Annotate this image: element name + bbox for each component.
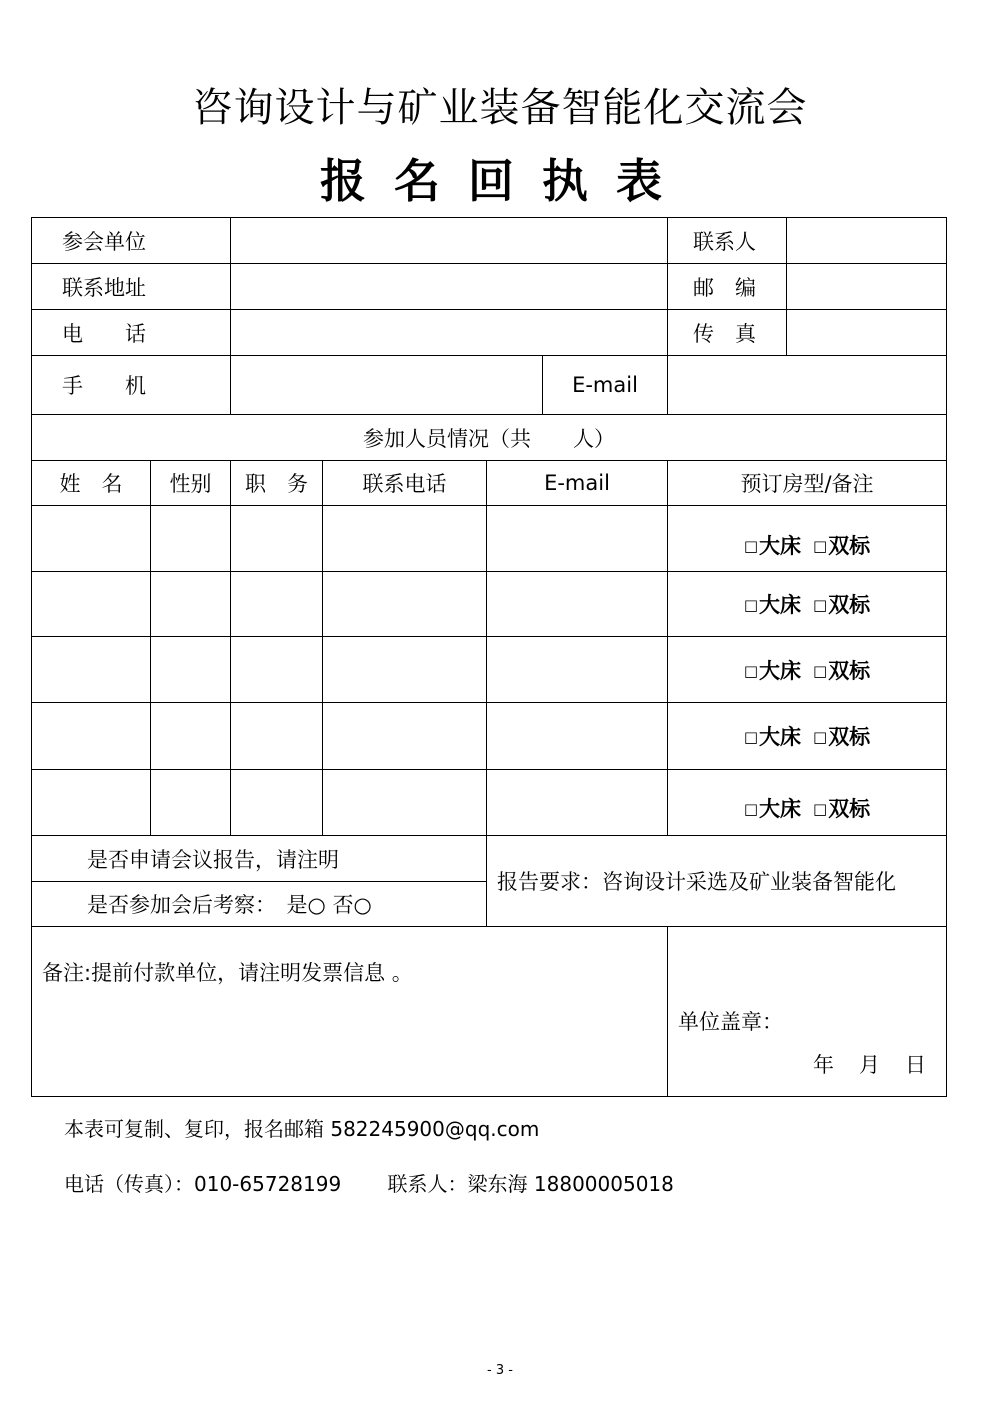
attendee-gender-cell[interactable]	[151, 703, 231, 770]
mobile-label: 手 机	[32, 356, 231, 415]
attendee-email-cell[interactable]	[487, 572, 668, 637]
seal-label: 单位盖章：	[678, 1010, 783, 1034]
attendee-phone-cell[interactable]	[323, 506, 487, 572]
double-bed-label: 大床	[759, 796, 801, 821]
address-field[interactable]	[231, 264, 668, 310]
attendee-email-cell[interactable]	[487, 703, 668, 770]
attendee-row	[32, 703, 947, 770]
unit-field[interactable]	[231, 218, 668, 264]
room-type-cell	[668, 506, 947, 572]
footer-copy-email-note: 本表可复制、复印，报名邮箱 582245900@qq.com	[64, 1117, 540, 1141]
phone-label: 电 话	[32, 310, 231, 356]
double-bed-checkbox[interactable]: □	[743, 799, 758, 818]
attendee-gender-cell[interactable]	[151, 637, 231, 703]
footer-contact-info: 电话（传真）：010-65728199 联系人：梁东海 18800005018	[64, 1172, 674, 1196]
seal-cell	[668, 927, 947, 1097]
form-subtitle: 报名回执表	[320, 154, 690, 208]
attendee-name-cell[interactable]	[32, 506, 151, 572]
email-field[interactable]	[668, 356, 947, 415]
attendee-row	[32, 506, 947, 572]
twin-room-checkbox[interactable]: □	[813, 799, 828, 818]
page-number: - 3 -	[487, 1363, 513, 1378]
attendee-name-cell[interactable]	[32, 637, 151, 703]
document-title: 咨询设计与矿业装备智能化交流会	[192, 85, 808, 131]
attendee-email-cell[interactable]	[487, 637, 668, 703]
date-label: 年 月 日	[813, 1053, 928, 1077]
double-bed-checkbox[interactable]: □	[743, 596, 758, 614]
report-requirement-text: 报告要求：咨询设计采选及矿业装备智能化	[487, 836, 947, 927]
attendee-position-cell[interactable]	[231, 637, 323, 703]
mobile-field[interactable]	[231, 356, 543, 415]
attendee-phone-cell[interactable]	[323, 637, 487, 703]
column-header-name: 姓 名	[32, 461, 151, 506]
room-type-cell	[668, 703, 947, 770]
double-bed-label: 大床	[759, 593, 801, 617]
attendee-name-cell[interactable]	[32, 770, 151, 836]
contact-person-field[interactable]	[787, 218, 947, 264]
report-request-question: 是否申请会议报告，请注明	[32, 836, 487, 882]
attendee-gender-cell[interactable]	[151, 506, 231, 572]
twin-room-checkbox[interactable]: □	[813, 596, 828, 614]
postcode-label: 邮 编	[668, 264, 787, 310]
unit-label: 参会单位	[32, 218, 231, 264]
double-bed-checkbox[interactable]: □	[743, 536, 758, 555]
fax-label: 传 真	[668, 310, 787, 356]
room-type-cell	[668, 572, 947, 637]
twin-room-label: 双标	[828, 658, 871, 683]
double-bed-checkbox[interactable]: □	[743, 728, 758, 746]
fax-field[interactable]	[787, 310, 947, 356]
room-type-cell	[668, 770, 947, 836]
double-bed-label: 大床	[759, 725, 801, 749]
attendee-gender-cell[interactable]	[151, 572, 231, 637]
attendee-phone-cell[interactable]	[323, 770, 487, 836]
twin-room-checkbox[interactable]: □	[813, 661, 828, 680]
contact-person-label: 联系人	[668, 218, 787, 264]
double-bed-checkbox[interactable]: □	[743, 661, 758, 680]
attendees-header: 参加人员情况（共 人）	[32, 415, 947, 461]
post-meeting-visit-question[interactable]: 是否参加会后考察： 是○ 否○	[32, 882, 487, 927]
column-header-room: 预订房型/备注	[668, 461, 947, 506]
column-header-phone: 联系电话	[323, 461, 487, 506]
column-header-gender: 性别	[151, 461, 231, 506]
remark-cell[interactable]	[32, 927, 668, 1097]
attendee-row	[32, 770, 947, 836]
room-type-cell	[668, 637, 947, 703]
attendee-email-cell[interactable]	[487, 506, 668, 572]
address-label: 联系地址	[32, 264, 231, 310]
email-label: E-mail	[543, 356, 668, 415]
double-bed-label: 大床	[759, 658, 801, 683]
twin-room-checkbox[interactable]: □	[813, 728, 828, 746]
phone-field[interactable]	[231, 310, 668, 356]
attendee-name-cell[interactable]	[32, 572, 151, 637]
column-header-position: 职 务	[231, 461, 323, 506]
attendee-gender-cell[interactable]	[151, 770, 231, 836]
attendee-row	[32, 637, 947, 703]
twin-room-label: 双标	[828, 593, 871, 617]
attendee-phone-cell[interactable]	[323, 572, 487, 637]
double-bed-label: 大床	[759, 533, 801, 558]
registration-form-table	[31, 217, 947, 1097]
attendee-phone-cell[interactable]	[323, 703, 487, 770]
twin-room-checkbox[interactable]: □	[813, 536, 828, 555]
twin-room-label: 双标	[828, 796, 871, 821]
attendee-position-cell[interactable]	[231, 703, 323, 770]
twin-room-label: 双标	[828, 533, 871, 558]
column-header-email: E-mail	[487, 461, 668, 506]
postcode-field[interactable]	[787, 264, 947, 310]
attendee-position-cell[interactable]	[231, 506, 323, 572]
attendee-position-cell[interactable]	[231, 770, 323, 836]
remark-text: 备注:提前付款单位，请注明发票信息 。	[42, 961, 413, 985]
attendee-email-cell[interactable]	[487, 770, 668, 836]
attendee-row	[32, 572, 947, 637]
attendee-name-cell[interactable]	[32, 703, 151, 770]
attendee-position-cell[interactable]	[231, 572, 323, 637]
twin-room-label: 双标	[828, 725, 871, 749]
